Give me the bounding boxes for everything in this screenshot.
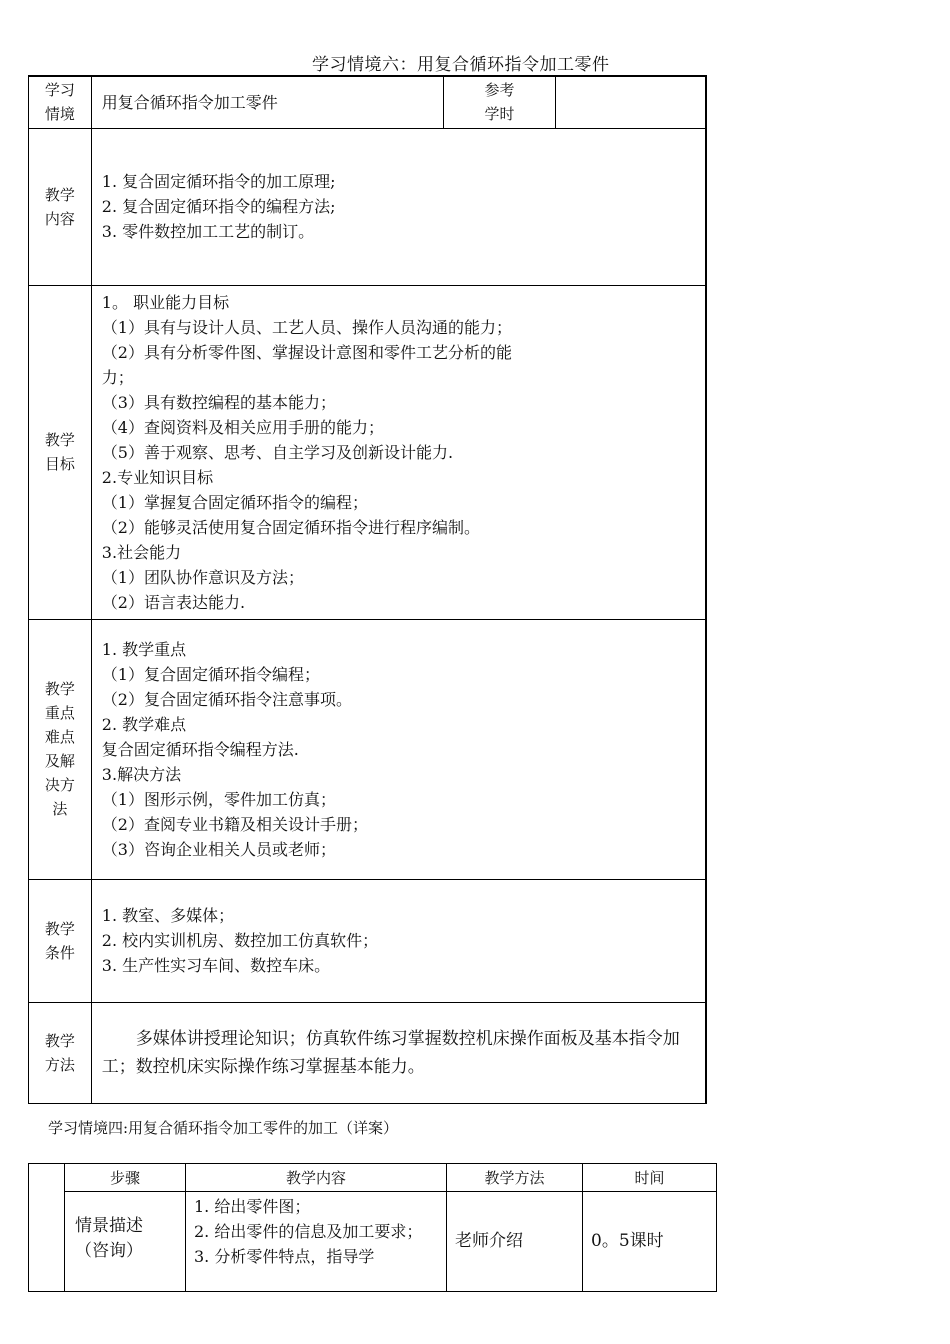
goal-line: （1）团队协作意识及方法； <box>101 567 304 587</box>
goals-label: 教学 目标 <box>29 285 92 619</box>
goal-line: 力； <box>101 367 134 387</box>
plan-step: 情景描述 （咨询） <box>65 1192 186 1292</box>
plan-content <box>186 1192 447 1292</box>
goal-line: （3）具有数控编程的基本能力； <box>101 392 336 412</box>
content-line: 3. 零件数控加工工艺的制订。 <box>101 222 315 241</box>
goal-line: 2.专业知识目标 <box>101 467 214 487</box>
condition-line: 3. 生产性实习车间、数控车床。 <box>101 956 331 975</box>
goal-line: （2）具有分析零件图、掌握设计意图和零件工艺分析的能 <box>101 342 512 362</box>
detailed-plan-table <box>28 1163 717 1292</box>
plan-time: 0。5课时 <box>583 1192 717 1292</box>
plan-content-line: 1. 给出零件图； <box>194 1197 311 1216</box>
key-line: （1）复合固定循环指令编程； <box>101 664 320 684</box>
key-line: （3）咨询企业相关人员或老师； <box>101 839 336 859</box>
goal-line: （1）具有与设计人员、工艺人员、操作人员沟通的能力； <box>101 317 512 337</box>
plan-blank-column <box>29 1164 65 1292</box>
goal-line: （4）查阅资料及相关应用手册的能力； <box>101 417 384 437</box>
condition-line: 2. 校内实训机房、数控加工仿真软件； <box>101 931 379 950</box>
key-line: （1）图形示例，零件加工仿真； <box>101 789 336 809</box>
key-line: 3.解决方法 <box>101 764 182 784</box>
key-line: （2）复合固定循环指令注意事项。 <box>101 689 352 709</box>
plan-header-content: 教学内容 <box>186 1164 447 1192</box>
goal-line: （2）语言表达能力. <box>101 592 246 612</box>
goal-line: （5）善于观察、思考、自主学习及创新设计能力. <box>101 442 454 462</box>
ref-hours-label: 参考 学时 <box>443 76 556 128</box>
plan-method: 老师介绍 <box>447 1192 583 1292</box>
goal-line: （1）掌握复合固定循环指令的编程； <box>101 492 368 512</box>
goal-line: 1。 职业能力目标 <box>101 292 230 312</box>
key-line: 复合固定循环指令编程方法. <box>101 739 299 759</box>
plan-header-time: 时间 <box>583 1164 717 1192</box>
condition-line: 1. 教室、多媒体； <box>101 906 235 925</box>
methods-cell: 多媒体讲授理论知识；仿真软件练习掌握数控机床操作面板及基本指令加工；数控机床实际操作练习掌握基本能力。 <box>91 1002 706 1103</box>
page-header: 学习情境六：用复合循环指令加工零件 <box>312 55 610 75</box>
content-line: 1. 复合固定循环指令的加工原理; <box>101 172 336 191</box>
key-line: （2）查阅专业书籍及相关设计手册； <box>101 814 368 834</box>
key-line: 1. 教学重点 <box>101 639 187 659</box>
teaching-situation-table <box>28 75 707 1104</box>
conditions-label: 教学 条件 <box>29 879 92 1002</box>
plan-content-line: 2. 给出零件的信息及加工要求； <box>194 1222 423 1241</box>
content-line: 2. 复合固定循环指令的编程方法; <box>101 197 336 216</box>
conditions-cell <box>91 879 706 1002</box>
methods-label: 教学 方法 <box>29 1002 92 1103</box>
goals-cell <box>91 285 706 619</box>
situation-value: 用复合循环指令加工零件 <box>91 76 443 128</box>
plan-header-step: 步骤 <box>65 1164 186 1192</box>
key-line: 2. 教学难点 <box>101 714 187 734</box>
content-label: 教学 内容 <box>29 128 92 285</box>
situation-label: 学习 情境 <box>29 76 92 128</box>
plan-content-line: 3. 分析零件特点，指导学 <box>194 1247 375 1266</box>
content-cell <box>91 128 706 285</box>
ref-hours-value <box>556 76 706 128</box>
key-points-cell <box>91 619 706 879</box>
key-points-label: 教学 重点 难点 及解 决方 法 <box>29 619 92 879</box>
plan-header-method: 教学方法 <box>447 1164 583 1192</box>
goal-line: 3.社会能力 <box>101 542 182 562</box>
goal-line: （2）能够灵活使用复合固定循环指令进行程序编制。 <box>101 517 480 537</box>
detailed-plan-title: 学习情境四:用复合循环指令加工零件的加工（详案） <box>48 1119 399 1137</box>
